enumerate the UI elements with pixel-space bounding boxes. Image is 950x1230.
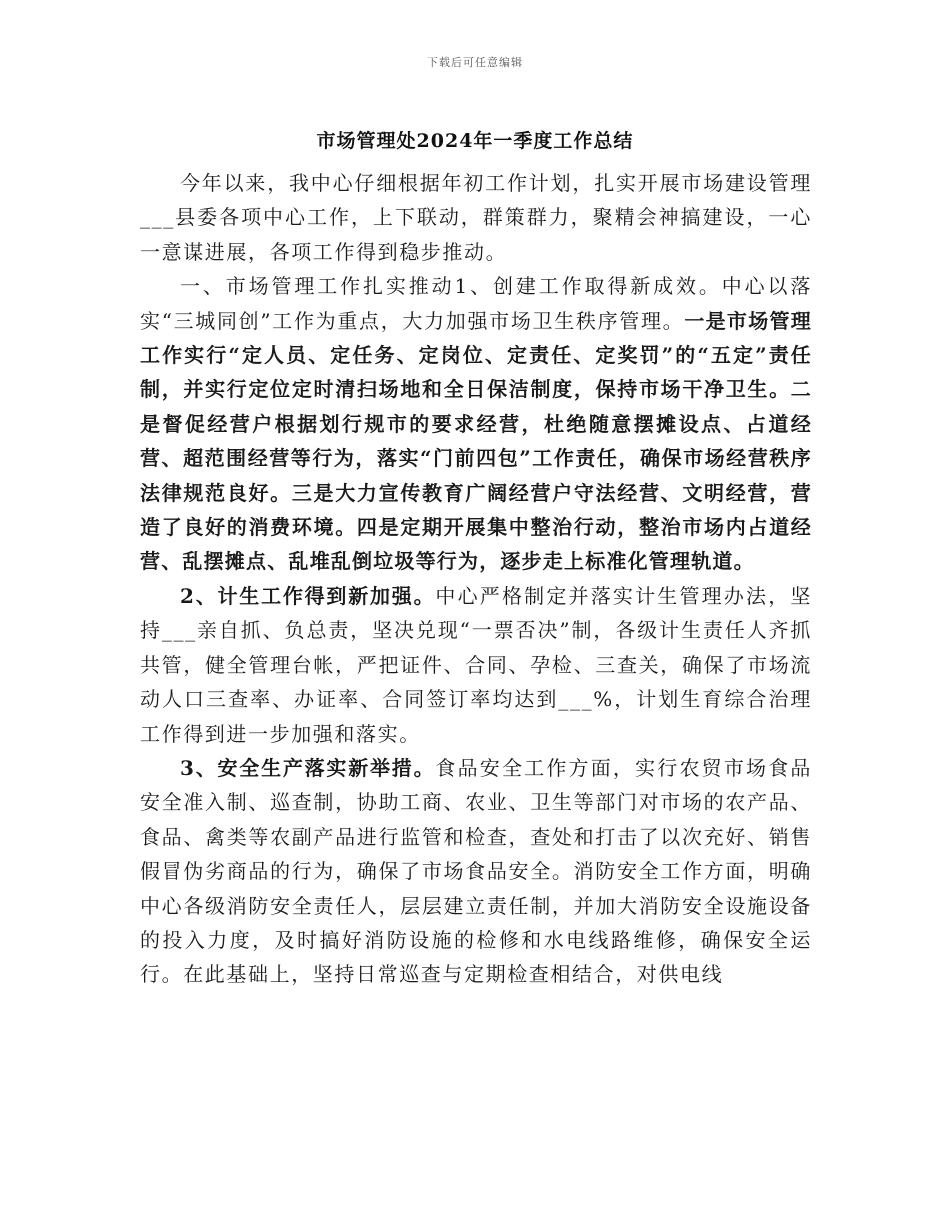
header-note: 下载后可任意编辑 <box>427 56 523 69</box>
paragraph-section-2-heading: 2、计生工作得到新加强。 <box>180 583 436 608</box>
document-body <box>140 166 812 992</box>
paragraph-section-3-heading: 3、安全生产落实新举措。 <box>180 755 436 780</box>
paragraph-intro-text: 今年以来，我中心仔细根据年初工作计划，扎实开展市场建设管理___县委各项中心工作，上下联动，群策群力，聚精会神搞建设，一心一意谋进展，各项工作得到稳步推动。 <box>140 171 812 264</box>
paragraph-section-3-text: 食品安全工作方面，实行农贸市场食品安全准入制、巡查制，协助工商、农业、卫生等部门对市场的农产品、食品、禽类等农副产品进行监管和检查，查处和打击了以次充好、销售假冒伪劣商品的行为，确保了市场食品安全。消防安全工作方面，明确中心各级消防安全责任人，层层建立责任制，并加大消防安全设施设备的投入力度，及时搞好消防设施的检修和水电线路维修，确保安全运行。在此基础上，坚持日常巡查与定期检查相结合，对供电线 <box>140 755 812 987</box>
paragraph-intro <box>140 166 812 269</box>
document-title: 市场管理处2024年一季度工作总结 <box>316 130 634 152</box>
paragraph-section-3 <box>140 751 812 992</box>
paragraph-section-2 <box>140 579 812 751</box>
paragraph-section-2-text: 中心严格制定并落实计生管理办法，坚持___亲自抓、负总责，坚决兑现“一票否决”制，各级计生责任人齐抓共管，健全管理台帐，严把证件、合同、孕检、三查关，确保了市场流动人口三查率、办证率、合同签订率均达到___%，计划生育综合治理工作得到进一步加强和落实。 <box>140 583 812 746</box>
paragraph-section-1-text: 一、市场管理工作扎实推动1、创建工作取得新成效。中心以落实“三城同创”工作为重点，大力加强市场卫生秩序管理。 <box>140 274 812 333</box>
paragraph-section-1-bold: 一是市场管理工作实行“定人员、定任务、定岗位、定责任、定奖罚”的“五定”责任制，并实行定位定时清扫场地和全日保洁制度，保持市场干净卫生。二是督促经营户根据划行规市的要求经营，杜绝随意摆摊设点、占道经营、超范围经营等行为，落实“门前四包”工作责任，确保市场经营秩序法律规范良好。三是大力宣传教育广阔经营户守法经营、文明经营，营造了良好的消费环境。四是定期开展集中整治行动，整治市场内占道经营、乱摆摊点、乱堆乱倒垃圾等行为，逐步走上标准化管理轨道。 <box>140 308 812 574</box>
paragraph-section-1 <box>140 269 812 579</box>
